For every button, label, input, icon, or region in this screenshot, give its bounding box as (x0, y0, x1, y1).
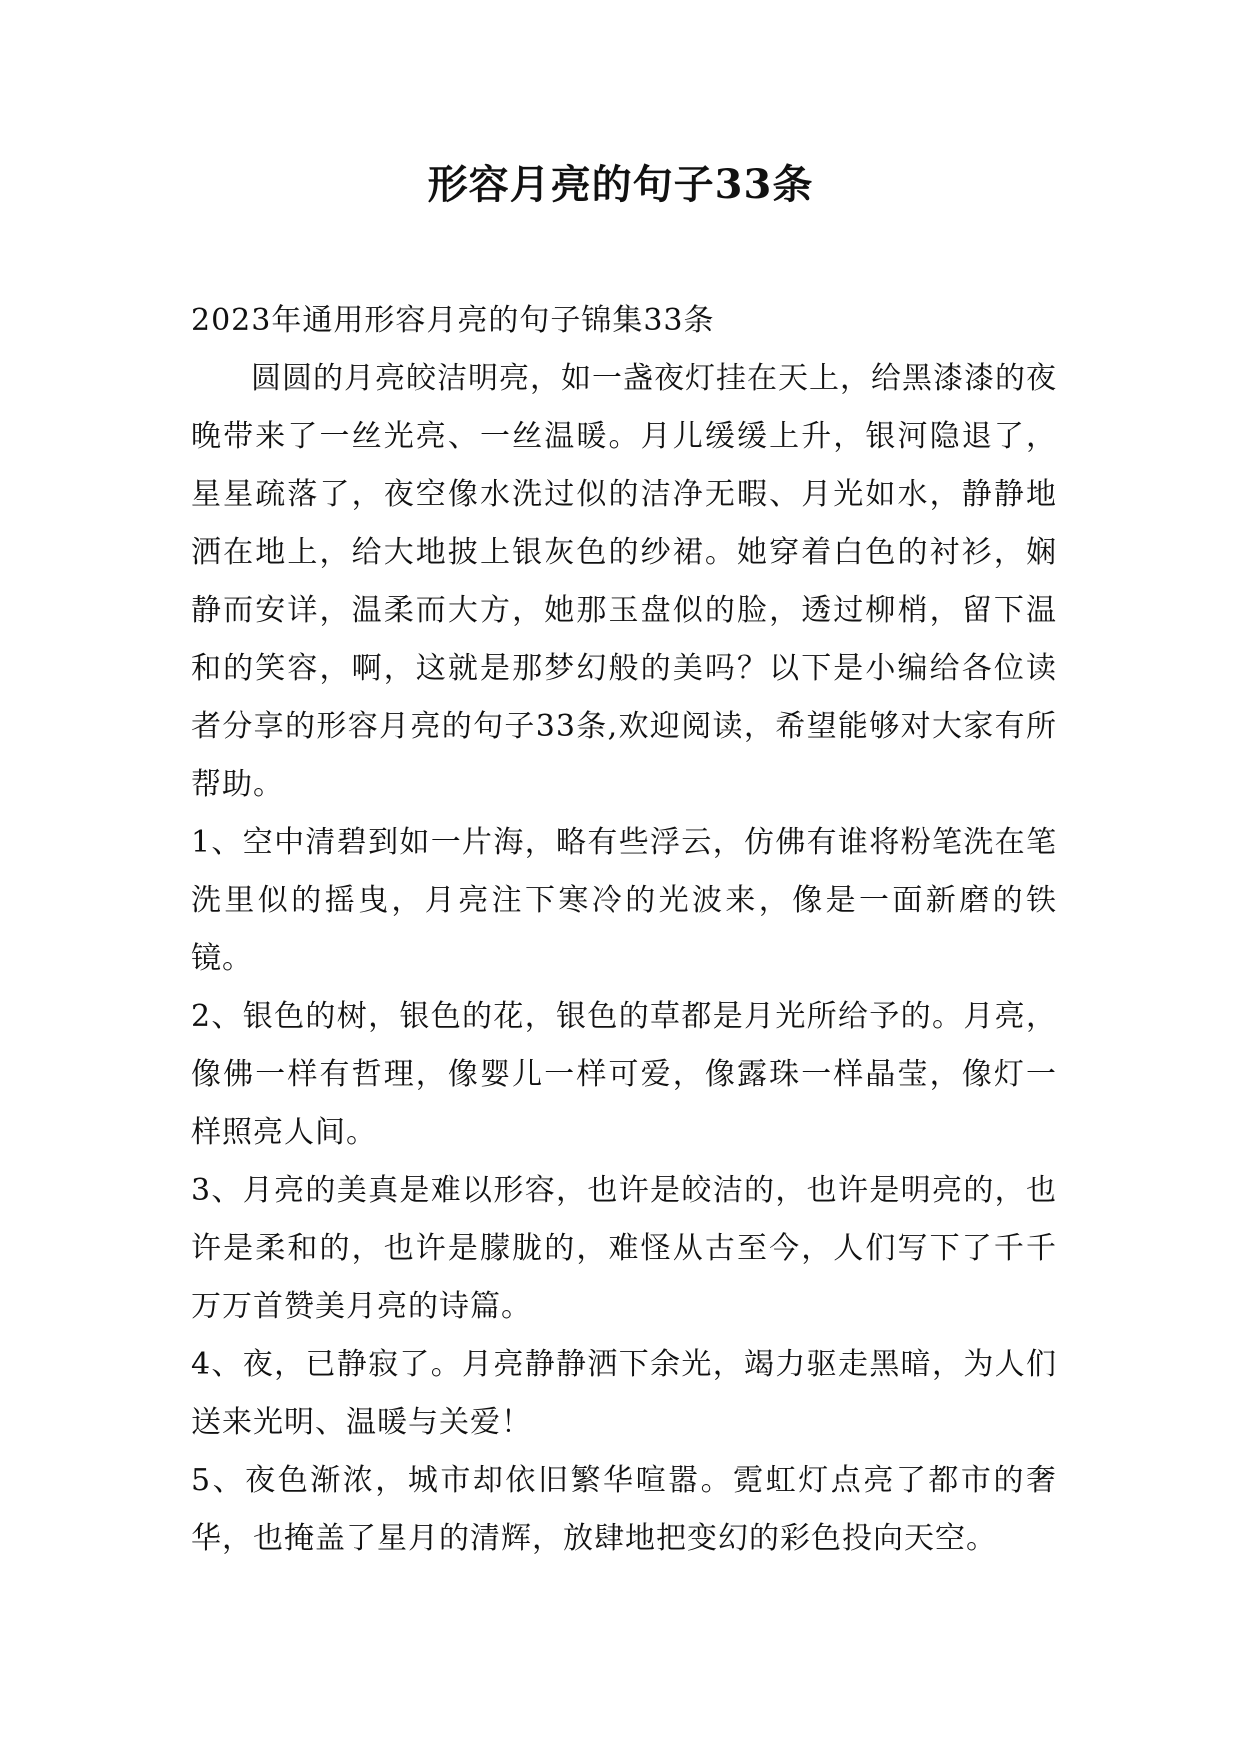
list-item: 1、空中清碧到如一片海，略有些浮云，仿佛有谁将粉笔洗在笔洗里似的摇曳，月亮注下寒冷的光波来，像是一面新磨的铁镜。 (191, 825, 1057, 976)
list-item: 5、夜色渐浓，城市却依旧繁华喧嚣。霓虹灯点亮了都市的奢华，也掩盖了星月的清辉，放肆地把变幻的彩色投向天空。 (191, 1463, 1057, 1556)
list-item: 3、月亮的美真是难以形容，也许是皎洁的，也许是明亮的，也许是柔和的，也许是朦胧的，难怪从古至今，人们写下了千千万万首赞美月亮的诗篇。 (191, 1173, 1057, 1324)
document-body (191, 292, 1057, 1568)
list-item: 4、夜，已静寂了。月亮静静洒下余光，竭力驱走黑暗，为人们送来光明、温暖与关爱！ (191, 1347, 1057, 1440)
list-item: 2、银色的树，银色的花，银色的草都是月光所给予的。月亮，像佛一样有哲理，像婴儿一样可爱，像露珠一样晶莹，像灯一样照亮人间。 (191, 999, 1057, 1150)
document-title: 形容月亮的句子33条 (427, 161, 814, 208)
intro-paragraph: 圆圆的月亮皎洁明亮，如一盏夜灯挂在天上，给黑漆漆的夜晚带来了一丝光亮、一丝温暖。月儿缓缓上升，银河隐退了，星星疏落了，夜空像水洗过似的洁净无暇、月光如水，静静地洒在地上，给大地披上银灰色的纱裙。她穿着白色的衬衫，娴静而安详，温柔而大方，她那玉盘似的脸，透过柳梢，留下温和的笑容，啊，这就是那梦幻般的美吗？以下是小编给各位读者分享的形容月亮的句子33条,欢迎阅读，希望能够对大家有所帮助。 (191, 361, 1057, 802)
document-subtitle: 2023年通用形容月亮的句子锦集33条 (191, 303, 715, 338)
